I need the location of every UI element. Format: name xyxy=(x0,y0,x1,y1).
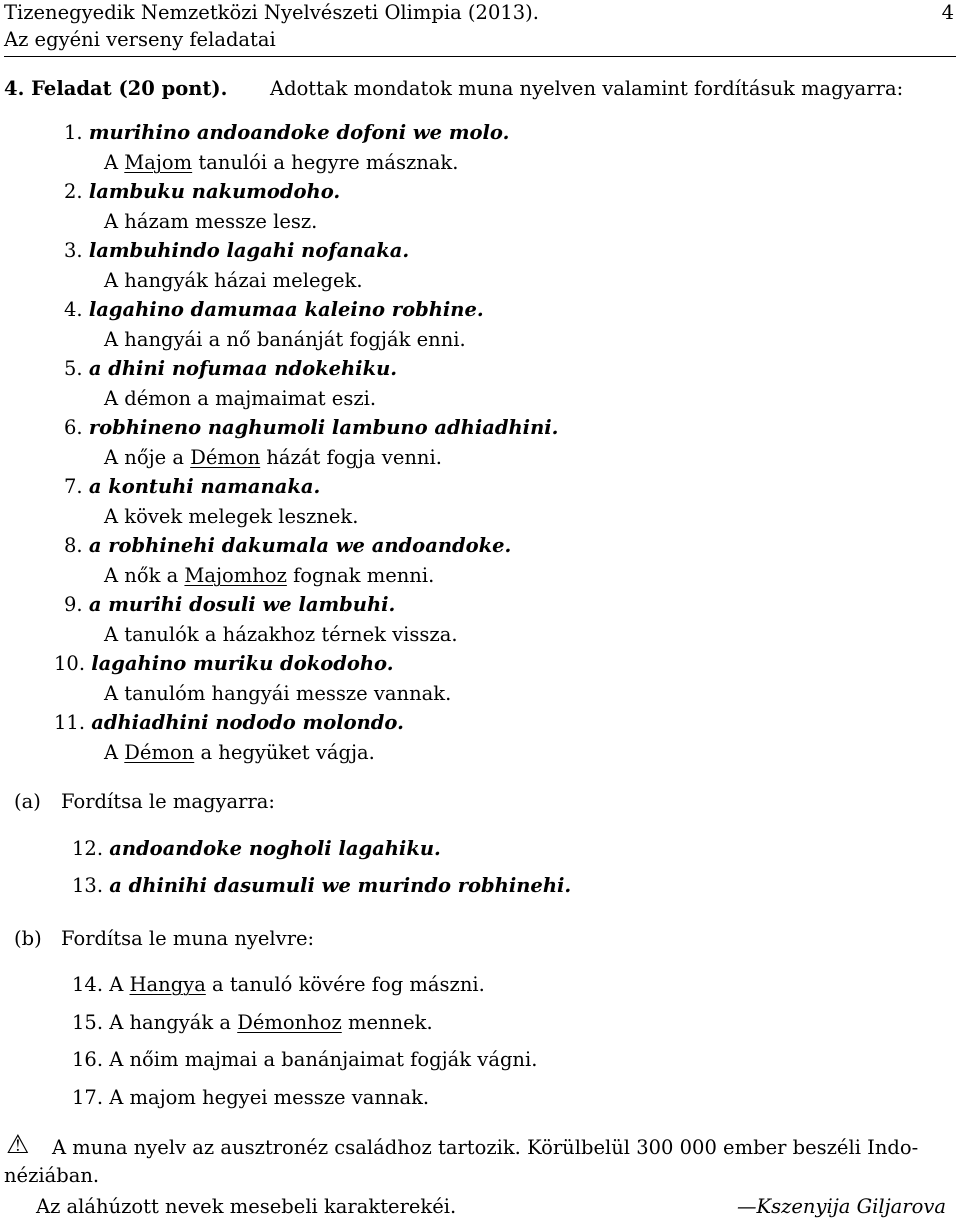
item-number: 15. xyxy=(72,1011,104,1034)
example-number: 4. xyxy=(64,298,83,321)
problem-intro: Adottak mondatok muna nyelven valamint fordításuk magyarra: xyxy=(270,77,904,100)
note-line-3: Az aláhúzott nevek mesebeli karakterekéi. xyxy=(36,1195,457,1218)
item-muna-text: a dhinihi dasumuli we murindo robhinehi. xyxy=(109,874,572,897)
example-translation xyxy=(104,625,458,645)
example-muna xyxy=(54,654,394,674)
item-text: A nőim majmai a banánjaimat fogják vágni. xyxy=(109,1048,538,1071)
problem-label: 4. Feladat (20 pont). xyxy=(4,77,228,100)
example-muna xyxy=(64,300,484,320)
example-number: 7. xyxy=(64,475,83,498)
item-text: A xyxy=(109,973,130,996)
translation-text: tanulói a hegyre másznak. xyxy=(192,151,459,174)
example-translation xyxy=(104,507,358,527)
translation-text: A xyxy=(104,741,125,764)
part-a-item xyxy=(72,876,571,896)
example-muna xyxy=(54,713,404,733)
part-b-label: (b) xyxy=(14,927,42,950)
example-number: 11. xyxy=(54,711,86,734)
example-number: 8. xyxy=(64,534,83,557)
example-muna-text: lagahino muriku dokodoho. xyxy=(91,652,394,675)
example-muna-text: a robhinehi dakumala we andoandoke. xyxy=(88,534,512,557)
item-muna-text: andoandoke nogholi lagahiku. xyxy=(109,837,441,860)
author: —Kszenyija Giljarova xyxy=(737,1195,946,1218)
item-text: A majom hegyei messze vannak. xyxy=(109,1086,430,1109)
example-muna xyxy=(64,241,409,261)
item-text: mennek. xyxy=(341,1011,433,1034)
underlined-name: Démon xyxy=(124,741,195,764)
item-number: 17. xyxy=(72,1086,104,1109)
example-translation xyxy=(104,566,434,586)
translation-text: a hegyüket vágja. xyxy=(194,741,375,764)
translation-text: fognak menni. xyxy=(286,564,435,587)
translation-text: A nője a xyxy=(104,446,191,469)
note-line-1: A muna nyelv az ausztronéz családhoz tartozik. Körülbelül 300 000 ember beszéli Indo- xyxy=(52,1136,919,1159)
translation-text: A hangyái a nő banánját fogják enni. xyxy=(104,328,466,351)
part-b-instruction: Fordítsa le muna nyelvre: xyxy=(61,927,315,950)
example-muna-text: adhiadhini nododo molondo. xyxy=(91,711,404,734)
example-muna xyxy=(64,182,340,202)
item-text: a tanuló kövére fog mászni. xyxy=(205,973,485,996)
example-translation xyxy=(104,330,466,350)
item-number: 12. xyxy=(72,837,104,860)
example-muna xyxy=(64,123,509,143)
header-rule xyxy=(4,56,956,57)
underlined-name: Hangya xyxy=(129,973,206,996)
underlined-name: Majomhoz xyxy=(184,564,287,587)
example-number: 2. xyxy=(64,180,83,203)
translation-text: A tanulók a házakhoz térnek vissza. xyxy=(104,623,458,646)
underlined-name: Majom xyxy=(124,151,193,174)
example-translation xyxy=(104,743,375,763)
example-number: 5. xyxy=(64,357,83,380)
example-translation xyxy=(104,153,458,173)
example-muna-text: lambuhindo lagahi nofanaka. xyxy=(88,239,410,262)
example-muna xyxy=(64,536,511,556)
example-number: 9. xyxy=(64,593,83,616)
part-b-item xyxy=(72,1013,433,1033)
header-title: Tizenegyedik Nemzetközi Nyelvészeti Olimpia (2013). xyxy=(4,1,539,24)
part-b-item xyxy=(72,1050,537,1070)
part-b-item xyxy=(72,1088,429,1108)
example-translation xyxy=(104,212,317,232)
example-muna-text: robhineno naghumoli lambuno adhiadhini. xyxy=(88,416,559,439)
example-muna xyxy=(64,595,395,615)
translation-text: A hangyák házai melegek. xyxy=(104,269,363,292)
page-number: 4 xyxy=(941,1,954,24)
example-number: 1. xyxy=(64,121,83,144)
example-muna-text: murihino andoandoke dofoni we molo. xyxy=(88,121,510,144)
note-line-2: néziában. xyxy=(4,1164,100,1187)
example-number: 3. xyxy=(64,239,83,262)
part-a-instruction: Fordítsa le magyarra: xyxy=(61,790,275,813)
example-number: 6. xyxy=(64,416,83,439)
item-text: A hangyák a xyxy=(109,1011,238,1034)
example-muna-text: a kontuhi namanaka. xyxy=(88,475,321,498)
item-number: 16. xyxy=(72,1048,104,1071)
example-translation xyxy=(104,684,451,704)
translation-text: házát fogja venni. xyxy=(260,446,442,469)
example-number: 10. xyxy=(54,652,86,675)
header-subtitle: Az egyéni verseny feladatai xyxy=(4,28,276,51)
warning-icon: ⚠ xyxy=(6,1130,30,1160)
translation-text: A nők a xyxy=(104,564,185,587)
item-number: 14. xyxy=(72,973,104,996)
translation-text: A xyxy=(104,151,125,174)
part-b-item xyxy=(72,975,485,995)
example-translation xyxy=(104,448,442,468)
example-translation xyxy=(104,389,376,409)
example-muna xyxy=(64,418,558,438)
translation-text: A kövek melegek lesznek. xyxy=(104,505,359,528)
example-muna xyxy=(64,359,397,379)
part-a-item xyxy=(72,839,441,859)
underlined-name: Démon xyxy=(190,446,261,469)
translation-text: A házam messze lesz. xyxy=(104,210,318,233)
underlined-name: Démonhoz xyxy=(237,1011,342,1034)
translation-text: A démon a majmaimat eszi. xyxy=(104,387,377,410)
part-a-label: (a) xyxy=(14,790,41,813)
example-muna-text: a murihi dosuli we lambuhi. xyxy=(88,593,396,616)
problem-heading xyxy=(4,79,227,99)
example-translation xyxy=(104,271,363,291)
item-number: 13. xyxy=(72,874,104,897)
example-muna-text: lagahino damumaa kaleino robhine. xyxy=(88,298,484,321)
translation-text: A tanulóm hangyái messze vannak. xyxy=(104,682,452,705)
example-muna xyxy=(64,477,320,497)
example-muna-text: lambuku nakumodoho. xyxy=(88,180,341,203)
example-muna-text: a dhini nofumaa ndokehiku. xyxy=(88,357,398,380)
